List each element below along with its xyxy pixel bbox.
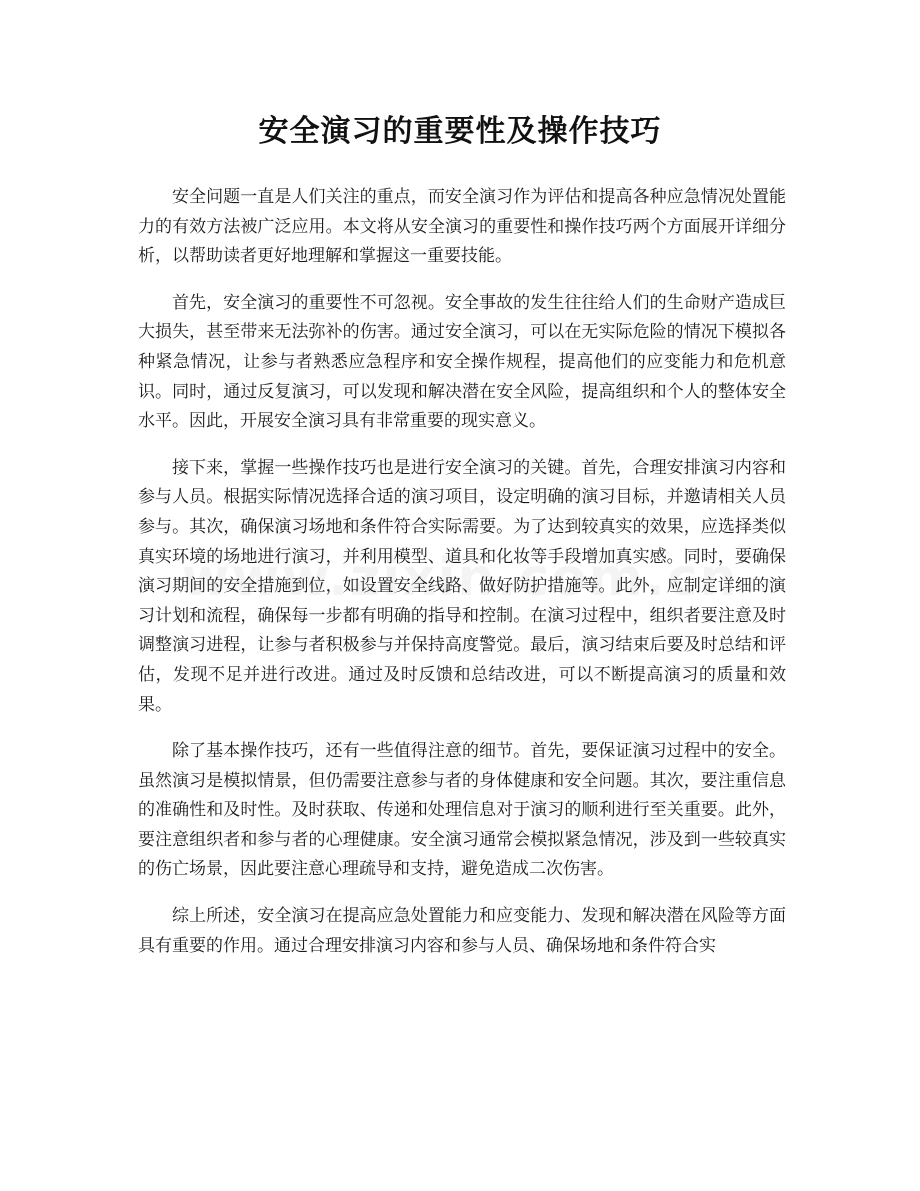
paragraph-details: 除了基本操作技巧，还有一些值得注意的细节。首先，要保证演习过程中的安全。虽然演习是模拟情景，但仍需要注意参与者的身体健康和安全问题。其次，要注重信息的准确性和及时性。及时获取、传递和处理信息对于演习的顺利进行至关重要。此外，要注意组织者和参与者的心理健康。安全演习通常会模拟紧急情况，涉及到一些较真实的伤亡场景，因此要注意心理疏导和支持，避免造成二次伤害。	[138, 741, 786, 880]
paragraph-techniques: 接下来，掌握一些操作技巧也是进行安全演习的关键。首先，合理安排演习内容和参与人员。根据实际情况选择合适的演习项目，设定明确的演习目标，并邀请相关人员参与。其次，确保演习场地和条件符合实际需要。为了达到较真实的效果，应选择类似真实环境的场地进行演习，并利用模型、道具和化妆等手段增加真实感。同时，要确保演习期间的安全措施到位，如设置安全线路、做好防护措施等。此外，应制定详细的演习计划和流程，确保每一步都有明确的指导和控制。在演习过程中，组织者要注意及时调整演习进程，让参与者积极参与并保持高度警觉。最后，演习结束后要及时总结和评估，发现不足并进行改进。通过及时反馈和总结改进，可以不断提高演习的质量和效果。	[138, 457, 786, 715]
paragraph-conclusion: 综上所述，安全演习在提高应急处置能力和应变能力、发现和解决潜在风险等方面具有重要的作用。通过合理安排演习内容和参与人员、确保场地和条件符合实	[138, 906, 786, 956]
page-title: 安全演习的重要性及操作技巧	[258, 114, 662, 149]
paragraph-intro: 安全问题一直是人们关注的重点，而安全演习作为评估和提高各种应急情况处置能力的有效方法被广泛应用。本文将从安全演习的重要性和操作技巧两个方面展开详细分析，以帮助读者更好地理解和掌握这一重要技能。	[138, 187, 786, 267]
paragraph-importance: 首先，安全演习的重要性不可忽视。安全事故的发生往往给人们的生命财产造成巨大损失，甚至带来无法弥补的伤害。通过安全演习，可以在无实际危险的情况下模拟各种紧急情况，让参与者熟悉应急程序和安全操作规程，提高他们的应变能力和危机意识。同时，通过反复演习，可以发现和解决潜在安全风险，提高组织和个人的整体安全水平。因此，开展安全演习具有非常重要的现实意义。	[138, 292, 786, 432]
document-body	[138, 183, 786, 978]
